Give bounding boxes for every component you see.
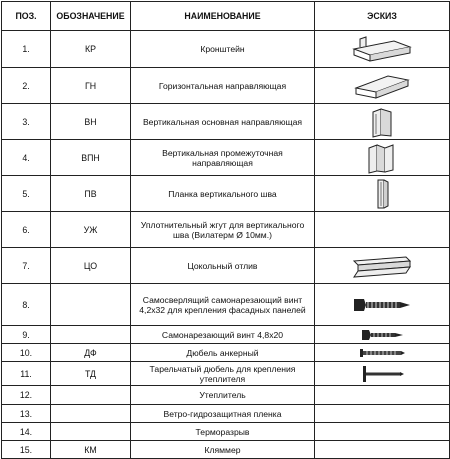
row-pos: 8. bbox=[2, 284, 51, 326]
row-name: Кронштейн bbox=[131, 31, 315, 68]
table-row bbox=[2, 140, 450, 176]
row-pos: 15. bbox=[2, 441, 51, 459]
row-name: Утеплитель bbox=[131, 386, 315, 405]
header-code: ОБОЗНАЧЕНИЕ bbox=[51, 2, 131, 31]
vertical-rail-icon bbox=[367, 106, 397, 138]
row-code: ТД bbox=[51, 362, 131, 386]
bracket-icon bbox=[350, 35, 414, 63]
row-pos: 9. bbox=[2, 326, 51, 344]
table-row bbox=[2, 386, 450, 405]
row-pos: 6. bbox=[2, 212, 51, 248]
row-pos: 11. bbox=[2, 362, 51, 386]
table-row bbox=[2, 405, 450, 423]
table-header-row bbox=[2, 2, 450, 31]
row-pos: 1. bbox=[2, 31, 51, 68]
row-name: Самосверлящий самонарезающий винт 4,2х32 для крепления фасадных панелей bbox=[131, 284, 315, 326]
row-code: ДФ bbox=[51, 344, 131, 362]
row-code: ЦО bbox=[51, 248, 131, 284]
row-pos: 4. bbox=[2, 140, 51, 176]
table-row bbox=[2, 362, 450, 386]
row-pos: 14. bbox=[2, 423, 51, 441]
row-code bbox=[51, 284, 131, 326]
table-row bbox=[2, 423, 450, 441]
header-sketch: ЭСКИЗ bbox=[315, 2, 450, 31]
row-code: ПВ bbox=[51, 176, 131, 212]
horizontal-rail-icon bbox=[352, 72, 412, 100]
row-name: Уплотнительный жгут для вертикального шва (Вилатерм Ø 10мм.) bbox=[131, 212, 315, 248]
seam-strip-icon bbox=[370, 178, 394, 210]
row-pos: 12. bbox=[2, 386, 51, 405]
self-drilling-screw-icon bbox=[350, 295, 414, 315]
row-name: Тарельчатый дюбель для крепления утеплителя bbox=[131, 362, 315, 386]
row-name: Планка вертикального шва bbox=[131, 176, 315, 212]
table-row bbox=[2, 248, 450, 284]
row-name: Дюбель анкерный bbox=[131, 344, 315, 362]
row-name: Цокольный отлив bbox=[131, 248, 315, 284]
row-name: Вертикальная основная направляющая bbox=[131, 104, 315, 140]
row-name: Терморазрыв bbox=[131, 423, 315, 441]
row-pos: 7. bbox=[2, 248, 51, 284]
row-code bbox=[51, 423, 131, 441]
table-row bbox=[2, 31, 450, 68]
row-name: Ветро-гидрозащитная пленка bbox=[131, 405, 315, 423]
row-name: Самонарезающий винт 4,8х20 bbox=[131, 326, 315, 344]
table-row bbox=[2, 326, 450, 344]
row-code bbox=[51, 326, 131, 344]
disc-dowel-icon bbox=[357, 364, 407, 384]
row-code: ВН bbox=[51, 104, 131, 140]
table-row bbox=[2, 344, 450, 362]
table-row bbox=[2, 212, 450, 248]
row-code: КР bbox=[51, 31, 131, 68]
row-code bbox=[51, 405, 131, 423]
intermediate-rail-icon bbox=[365, 142, 399, 174]
row-code: КМ bbox=[51, 441, 131, 459]
table-row bbox=[2, 176, 450, 212]
row-code: ВПН bbox=[51, 140, 131, 176]
row-code bbox=[51, 386, 131, 405]
self-tapping-screw-icon bbox=[359, 328, 405, 342]
row-pos: 5. bbox=[2, 176, 51, 212]
table-row bbox=[2, 441, 450, 459]
row-pos: 10. bbox=[2, 344, 51, 362]
row-pos: 13. bbox=[2, 405, 51, 423]
row-name: Вертикальная промежуточная направляющая bbox=[131, 140, 315, 176]
table-row bbox=[2, 104, 450, 140]
row-name: Горизонтальная направляющая bbox=[131, 68, 315, 104]
row-name: Кляммер bbox=[131, 441, 315, 459]
base-flashing-icon bbox=[350, 253, 414, 279]
row-code: ГН bbox=[51, 68, 131, 104]
header-pos: ПОЗ. bbox=[2, 2, 51, 31]
table-row bbox=[2, 68, 450, 104]
table-row bbox=[2, 284, 450, 326]
specification-table bbox=[1, 1, 450, 459]
row-pos: 3. bbox=[2, 104, 51, 140]
row-code: УЖ bbox=[51, 212, 131, 248]
anchor-dowel-icon bbox=[357, 346, 407, 360]
header-name: НАИМЕНОВАНИЕ bbox=[131, 2, 315, 31]
row-pos: 2. bbox=[2, 68, 51, 104]
